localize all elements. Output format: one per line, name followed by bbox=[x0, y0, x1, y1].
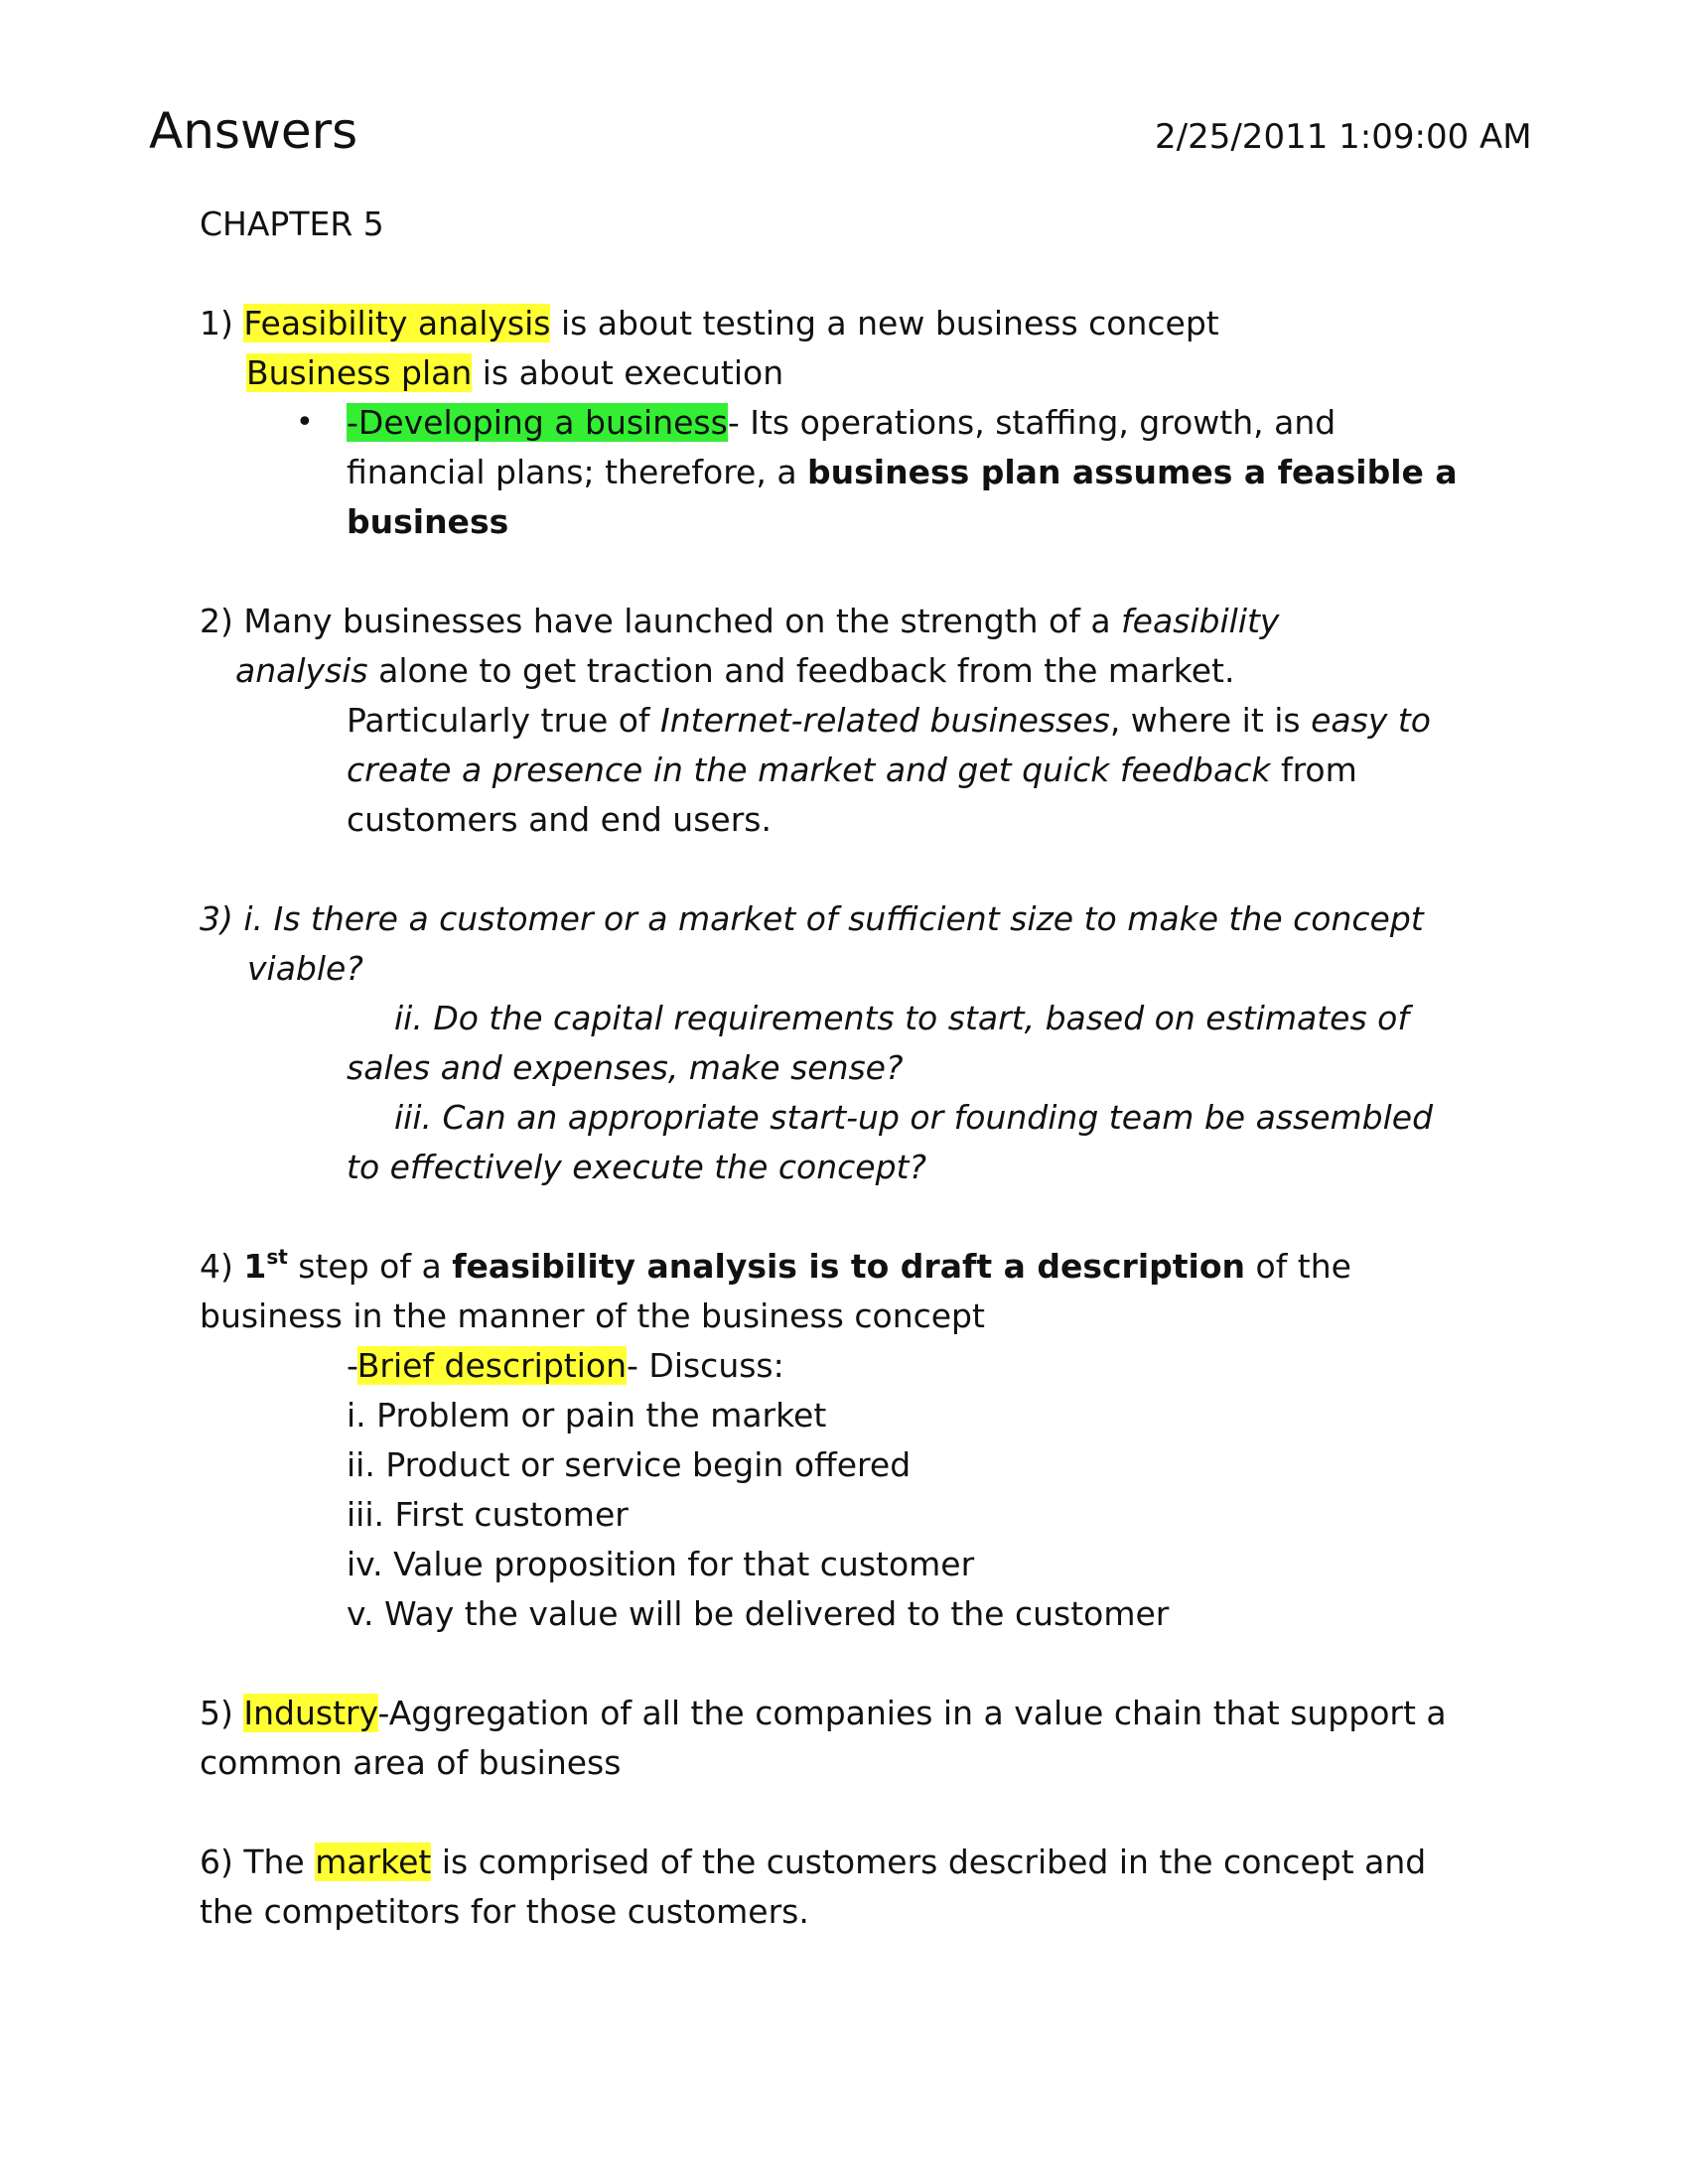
answer-number: 2) bbox=[200, 602, 244, 640]
answer-4-line-1: 4) 1st step of a feasibility analysis is to draft a description of the bbox=[200, 1245, 1351, 1286]
list-item: iii. First customer bbox=[347, 1495, 629, 1534]
bullet-icon: • bbox=[296, 405, 314, 440]
answer-number: 6) The bbox=[200, 1843, 316, 1881]
answer-2-line-3: Particularly true of Internet-related businesses, where it is easy to bbox=[347, 701, 1431, 740]
highlight-term: Business plan bbox=[246, 353, 473, 392]
answer-1-line-5: business bbox=[347, 502, 509, 541]
answer-6-line-1: 6) The market is comprised of the customers described in the concept and bbox=[200, 1843, 1427, 1881]
highlight-term-green: -Developing a business bbox=[347, 403, 728, 442]
answer-4-line-2: business in the manner of the business concept bbox=[200, 1297, 985, 1335]
answer-3-line-5: iii. Can an appropriate start-up or founding team be assembled bbox=[394, 1098, 1434, 1137]
answer-2-line-4: create a presence in the market and get quick feedback from bbox=[347, 751, 1357, 789]
answer-4-line-3: -Brief description- Discuss: bbox=[347, 1346, 784, 1385]
answer-number: 1) bbox=[200, 304, 244, 342]
answer-3-line-2: viable? bbox=[247, 949, 363, 988]
answer-2-line-1: 2) Many businesses have launched on the strength of a feasibility bbox=[200, 602, 1280, 640]
answer-2-line-2: analysis alone to get traction and feedback from the market. bbox=[235, 651, 1235, 690]
highlight-term: Brief description bbox=[356, 1346, 628, 1385]
list-item: iv. Value proposition for that customer bbox=[347, 1545, 975, 1583]
answer-3-line-4: sales and expenses, make sense? bbox=[347, 1048, 904, 1087]
answer-1-line-3: -Developing a business- Its operations, staffing, growth, and bbox=[347, 403, 1336, 442]
answer-1-line-2: Business plan is about execution bbox=[246, 353, 784, 392]
answer-number: 4) bbox=[200, 1247, 244, 1286]
answer-3-line-1: 3) i. Is there a customer or a market of sufficient size to make the concept bbox=[200, 899, 1424, 938]
document-datetime: 2/25/2011 1:09:00 AM bbox=[1155, 117, 1532, 157]
document-title: Answers bbox=[149, 102, 358, 160]
answer-number: 5) bbox=[200, 1694, 244, 1732]
answer-3-line-6: to effectively execute the concept? bbox=[347, 1148, 926, 1186]
list-item: v. Way the value will be delivered to the customer bbox=[347, 1594, 1170, 1633]
highlight-term: Feasibility analysis bbox=[243, 304, 551, 342]
answer-5-line-1: 5) Industry-Aggregation of all the companies in a value chain that support a bbox=[200, 1694, 1447, 1732]
answer-3-line-3: ii. Do the capital requirements to start, based on estimates of bbox=[394, 999, 1409, 1037]
chapter-heading: CHAPTER 5 bbox=[200, 205, 384, 243]
highlight-term: Industry bbox=[243, 1694, 378, 1732]
answer-6-line-2: the competitors for those customers. bbox=[200, 1892, 809, 1931]
highlight-term: market bbox=[315, 1843, 432, 1881]
answer-5-line-2: common area of business bbox=[200, 1743, 622, 1782]
list-item: i. Problem or pain the market bbox=[347, 1396, 827, 1434]
answer-1-line-4: financial plans; therefore, a business plan assumes a feasible a bbox=[347, 453, 1458, 491]
answer-1-line-1: 1) Feasibility analysis is about testing a new business concept bbox=[200, 304, 1219, 342]
answer-2-line-5: customers and end users. bbox=[347, 800, 772, 839]
list-item: ii. Product or service begin offered bbox=[347, 1445, 912, 1484]
